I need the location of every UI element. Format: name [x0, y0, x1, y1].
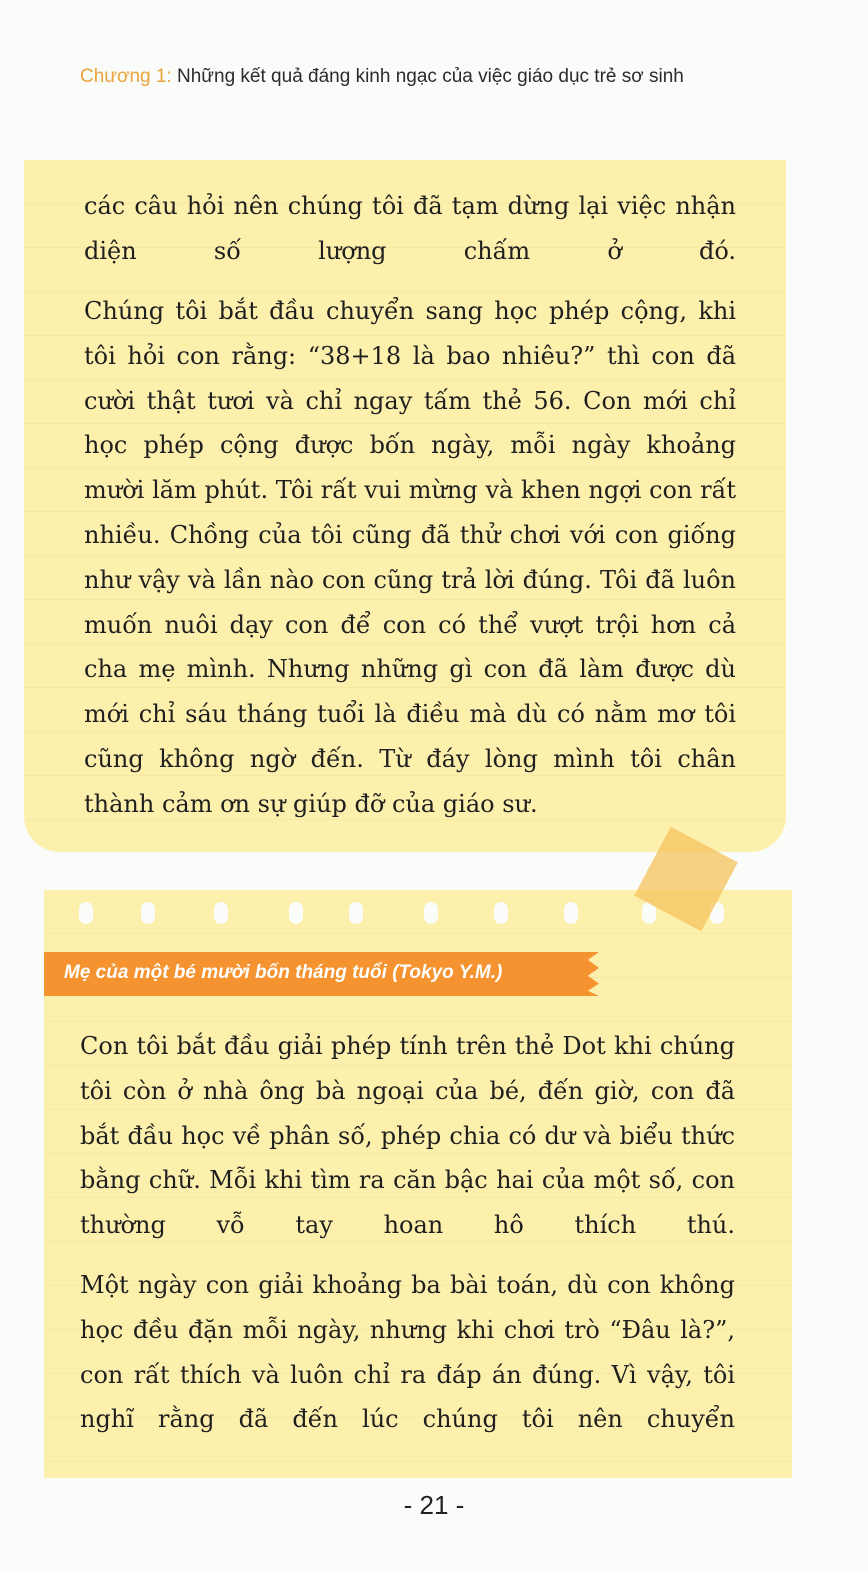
binder-hole	[564, 902, 578, 924]
page-number: - 21 -	[403, 1490, 465, 1520]
binder-hole	[141, 902, 155, 924]
paragraph: Con tôi bắt đầu giải phép tính trên thẻ Dot khi chúng tôi còn ở nhà ông bà ngoại của bé, đến giờ, con đã bắt đầu học về phân số, phép chia có dư và biểu thức bằng chữ. Mỗi khi tìm ra căn bậc hai của một số, con thường vỗ tay hoan hô thích thú.	[80, 1032, 735, 1240]
binder-hole	[289, 902, 303, 924]
author-caption: Mẹ của một bé mười bốn tháng tuổi (Tokyo Y.M.)	[64, 962, 503, 983]
chapter-title: Những kết quả đáng kinh ngạc của việc giáo dục trẻ sơ sinh	[177, 66, 684, 87]
paragraph: Chúng tôi bắt đầu chuyển sang học phép cộng, khi tôi hỏi con rằng: “38+18 là bao nhiêu?” thì con đã cười thật tươi và chỉ ngay tấm thẻ 56. Con mới chỉ học phép cộng được bốn ngày, mỗi ngày khoảng mười lăm phút. Tôi rất vui mừng và khen ngợi con rất nhiều. Chồng của tôi cũng đã thử chơi với con giống như vậy và lần nào con cũng trả lời đúng. Tôi đã luôn muốn nuôi dạy con để con có thể vượt trội hơn cả cha mẹ mình. Nhưng những gì con đã làm được dù mới chỉ sáu tháng tuổi là điều mà dù có nằm mơ tôi cũng không ngờ đến. Từ đáy lòng mình tôi chân thành cảm ơn sự giúp đỡ của giáo sư.	[84, 297, 736, 818]
paragraph: Một ngày con giải khoảng ba bài toán, dù con không học đều đặn mỗi ngày, nhưng khi chơi trò “Đâu là?”, con rất thích và luôn chỉ ra đáp án đúng. Vì vậy, tôi nghĩ rằng đã đến lúc chúng tôi nên chuyển	[80, 1271, 735, 1434]
chapter-label: Chương 1:	[80, 66, 172, 87]
binder-hole	[79, 902, 93, 924]
binder-hole	[494, 902, 508, 924]
binder-hole	[424, 902, 438, 924]
binder-hole	[214, 902, 228, 924]
chapter-header	[80, 66, 820, 88]
paragraph: các câu hỏi nên chúng tôi đã tạm dừng lại việc nhận diện số lượng chấm ở đó.	[84, 192, 736, 265]
binder-hole	[349, 902, 363, 924]
